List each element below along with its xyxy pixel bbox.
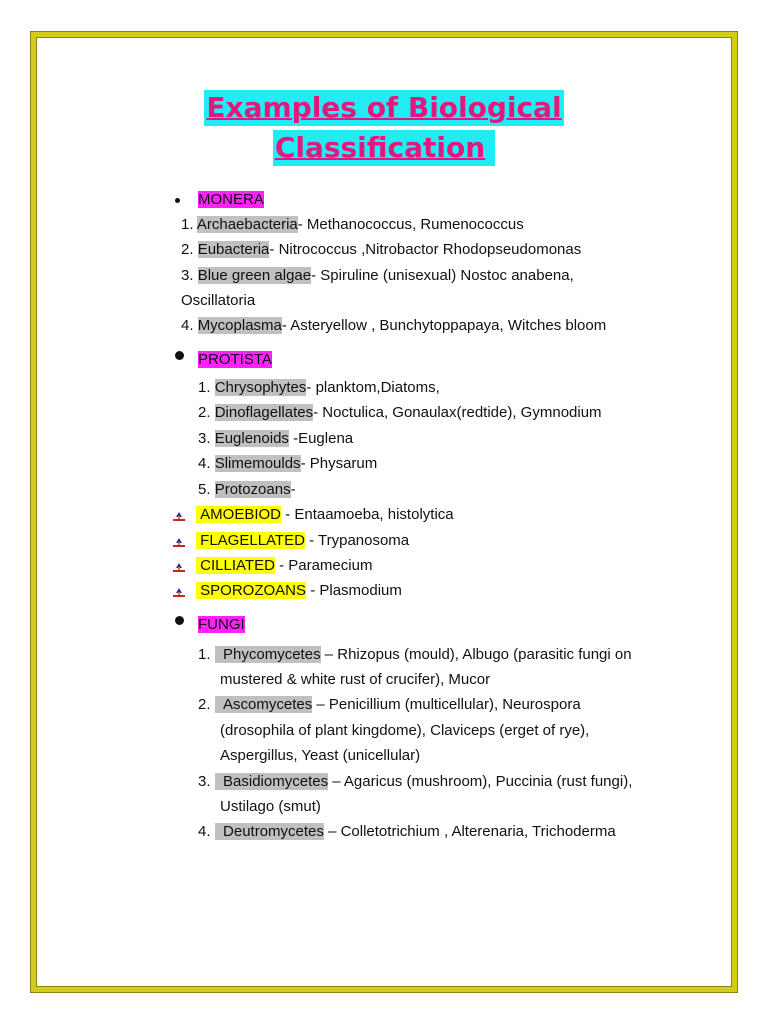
protozoa-description: - Paramecium xyxy=(274,557,373,574)
protozoa-item xyxy=(196,556,372,576)
protozoa-item xyxy=(196,531,409,551)
list-item xyxy=(198,645,632,665)
item-term xyxy=(215,646,321,663)
item-term: Protozoans xyxy=(214,481,291,498)
protozoa-term xyxy=(196,557,275,574)
item-number: 2. xyxy=(198,696,211,713)
item-number: 1. xyxy=(181,216,194,233)
heading-label: PROTISTA xyxy=(198,351,272,368)
list-item-continuation: Aspergillus, Yeast (unicellular) xyxy=(220,747,421,764)
heading-label: MONERA xyxy=(198,191,264,208)
item-number: 1. xyxy=(198,379,211,396)
heading-label: FUNGI xyxy=(198,616,245,633)
item-term-label: Phycomycetes xyxy=(223,646,321,663)
list-item xyxy=(198,822,616,842)
protozoa-description: - Trypanosoma xyxy=(304,532,410,549)
item-number: 3. xyxy=(198,430,211,447)
list-item xyxy=(198,695,581,715)
list-item-continuation: Oscillatoria xyxy=(181,292,256,309)
item-term: Euglenoids xyxy=(214,430,289,447)
item-description: – Agaricus (mushroom), Puccinia (rust fungi), xyxy=(328,773,633,790)
list-item-continuation: mustered & white rust of crucifer), Mucor xyxy=(220,671,491,688)
list-item xyxy=(198,429,353,449)
item-term xyxy=(215,823,324,840)
item-number: 2. xyxy=(181,241,194,258)
protozoa-term-label: AMOEBIOD xyxy=(200,506,282,523)
list-item xyxy=(181,240,581,260)
item-term-label: Deutromycetes xyxy=(223,823,324,840)
arrow-bullet-icon xyxy=(173,510,185,522)
item-term: Dinoflagellates xyxy=(214,404,314,421)
item-description: - Methanococcus, Rumenococcus xyxy=(297,216,524,233)
item-number: 4. xyxy=(198,455,211,472)
list-item xyxy=(198,454,377,474)
section-heading-monera xyxy=(198,190,264,210)
title-line-1: Examples of Biological xyxy=(206,91,562,124)
protozoa-term xyxy=(196,532,305,549)
item-term: Chrysophytes xyxy=(214,379,307,396)
item-number: 2. xyxy=(198,404,211,421)
arrow-bullet-icon xyxy=(173,586,185,598)
list-item xyxy=(181,215,524,235)
item-number: 5. xyxy=(198,481,211,498)
item-term-label: Ascomycetes xyxy=(223,696,313,713)
list-item xyxy=(198,772,632,792)
list-item xyxy=(181,316,606,336)
item-description: – Colletotrichium , Alterenaria, Trichoderma xyxy=(323,823,616,840)
item-description: – Penicillium (multicellular), Neurospora xyxy=(312,696,581,713)
list-item xyxy=(181,266,574,286)
protozoa-description: - Entaamoeba, histolytica xyxy=(281,506,454,523)
item-number: 4. xyxy=(198,823,211,840)
item-term-label: Basidiomycetes xyxy=(223,773,329,790)
item-description: - xyxy=(290,481,296,498)
item-term: Eubacteria xyxy=(197,241,270,258)
protozoa-term xyxy=(196,582,306,599)
list-item xyxy=(198,480,296,500)
item-description: - Asteryellow , Bunchytoppapaya, Witches bloom xyxy=(281,317,607,334)
item-description: - Spiruline (unisexual) Nostoc anabena, xyxy=(311,267,574,284)
protozoa-term-label: SPOROZOANS xyxy=(200,582,307,599)
item-number: 3. xyxy=(198,773,211,790)
section-heading-fungi xyxy=(198,615,245,635)
list-item xyxy=(198,378,440,398)
item-number: 1. xyxy=(198,646,211,663)
protozoa-description: - Plasmodium xyxy=(306,582,402,599)
item-term: Blue green algae xyxy=(197,267,312,284)
item-description: -Euglena xyxy=(288,430,354,447)
protozoa-term-label: CILLIATED xyxy=(200,557,275,574)
item-term: Mycoplasma xyxy=(197,317,282,334)
item-term: Slimemoulds xyxy=(214,455,301,472)
bullet-icon xyxy=(175,616,184,625)
bullet-icon xyxy=(175,351,184,360)
bullet-icon xyxy=(175,198,180,203)
list-item-continuation: (drosophila of plant kingdome), Claviceps (erget of rye), xyxy=(220,722,590,739)
item-description: – Rhizopus (mould), Albugo (parasitic fungi on xyxy=(320,646,632,663)
arrow-bullet-icon xyxy=(173,561,185,573)
item-description: - Noctulica, Gonaulax(redtide), Gymnodium xyxy=(313,404,602,421)
item-term xyxy=(215,696,313,713)
item-number: 3. xyxy=(181,267,194,284)
section-heading-protista xyxy=(198,350,272,370)
item-description: - Physarum xyxy=(300,455,378,472)
protozoa-item xyxy=(196,581,402,601)
item-term xyxy=(215,773,328,790)
item-number: 4. xyxy=(181,317,194,334)
protozoa-term-label: FLAGELLATED xyxy=(200,532,305,549)
item-term: Archaebacteria xyxy=(196,216,298,233)
list-item xyxy=(198,403,602,423)
list-item-continuation: Ustilago (smut) xyxy=(220,798,321,815)
protozoa-term xyxy=(196,506,281,523)
item-description: - Nitrococcus ,Nitrobactor Rhodopseudomonas xyxy=(269,241,582,258)
item-description: - planktom,Diatoms, xyxy=(306,379,440,396)
arrow-bullet-icon xyxy=(173,536,185,548)
protozoa-item xyxy=(196,505,454,525)
title-line-2: Classification xyxy=(273,130,495,166)
